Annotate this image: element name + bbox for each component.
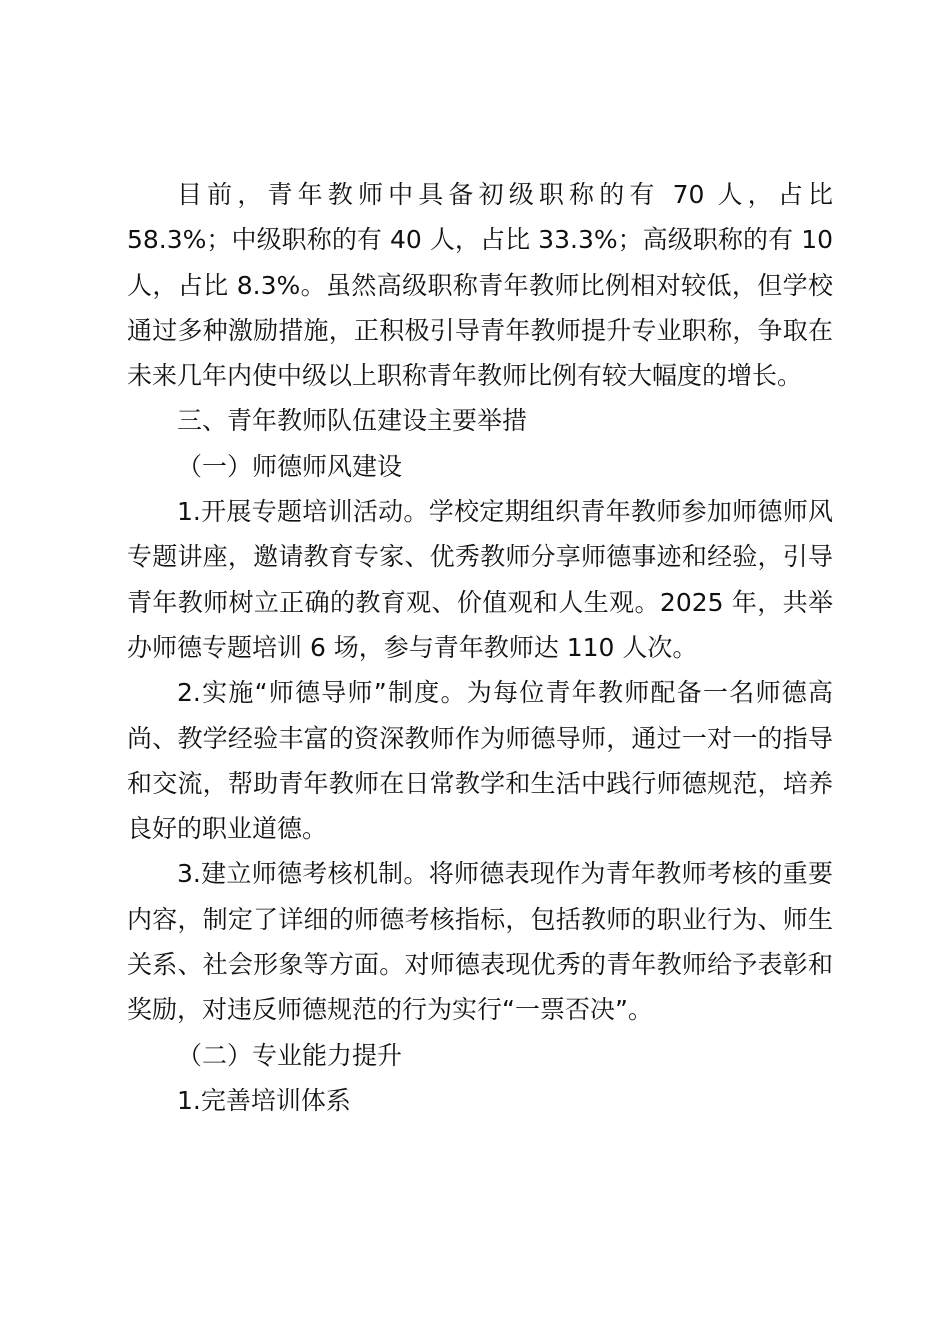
subsection-heading-1: （一）师德师风建设 (177, 451, 403, 481)
paragraph-title-statistics: 目前，青年教师中具备初级职称的有 70 人，占比 58.3%；中级职称的有 40 人，占比 33.3%；高级职称的有 10 人，占比 8.3%。虽然高级职称青年教师比例相对较低，但学校通过多种激励措施，正积极引导青年教师提升专业职称，争取在未来几年内使中级以上职称青年教师比例有较大幅度的增长。 (127, 180, 833, 391)
paragraph-mentor-system: 2.实施“师德导师”制度。为每位青年教师配备一名师德高尚、教学经验丰富的资深教师作为师德导师，通过一对一的指导和交流，帮助青年教师在日常教学和生活中践行师德规范，培养良好的职业道德。 (127, 678, 833, 844)
paragraph-training-activities: 1.开展专题培训活动。学校定期组织青年教师参加师德师风专题讲座，邀请教育专家、优秀教师分享师德事迹和经验，引导青年教师树立正确的教育观、价值观和人生观。2025 年，共举办师德专题培训 6 场，参与青年教师达 110 人次。 (127, 497, 833, 662)
document-body (127, 172, 833, 1123)
paragraph-assessment-mechanism: 3.建立师德考核机制。将师德表现作为青年教师考核的重要内容，制定了详细的师德考核指标，包括教师的职业行为、师生关系、社会形象等方面。对师德表现优秀的青年教师给予表彰和奖励，对违反师德规范的行为实行“一票否决”。 (127, 859, 833, 1025)
section-heading-3: 三、青年教师队伍建设主要举措 (177, 406, 528, 436)
subsection-heading-2: （二）专业能力提升 (177, 1040, 403, 1070)
paragraph-training-system: 1.完善培训体系 (177, 1085, 351, 1115)
